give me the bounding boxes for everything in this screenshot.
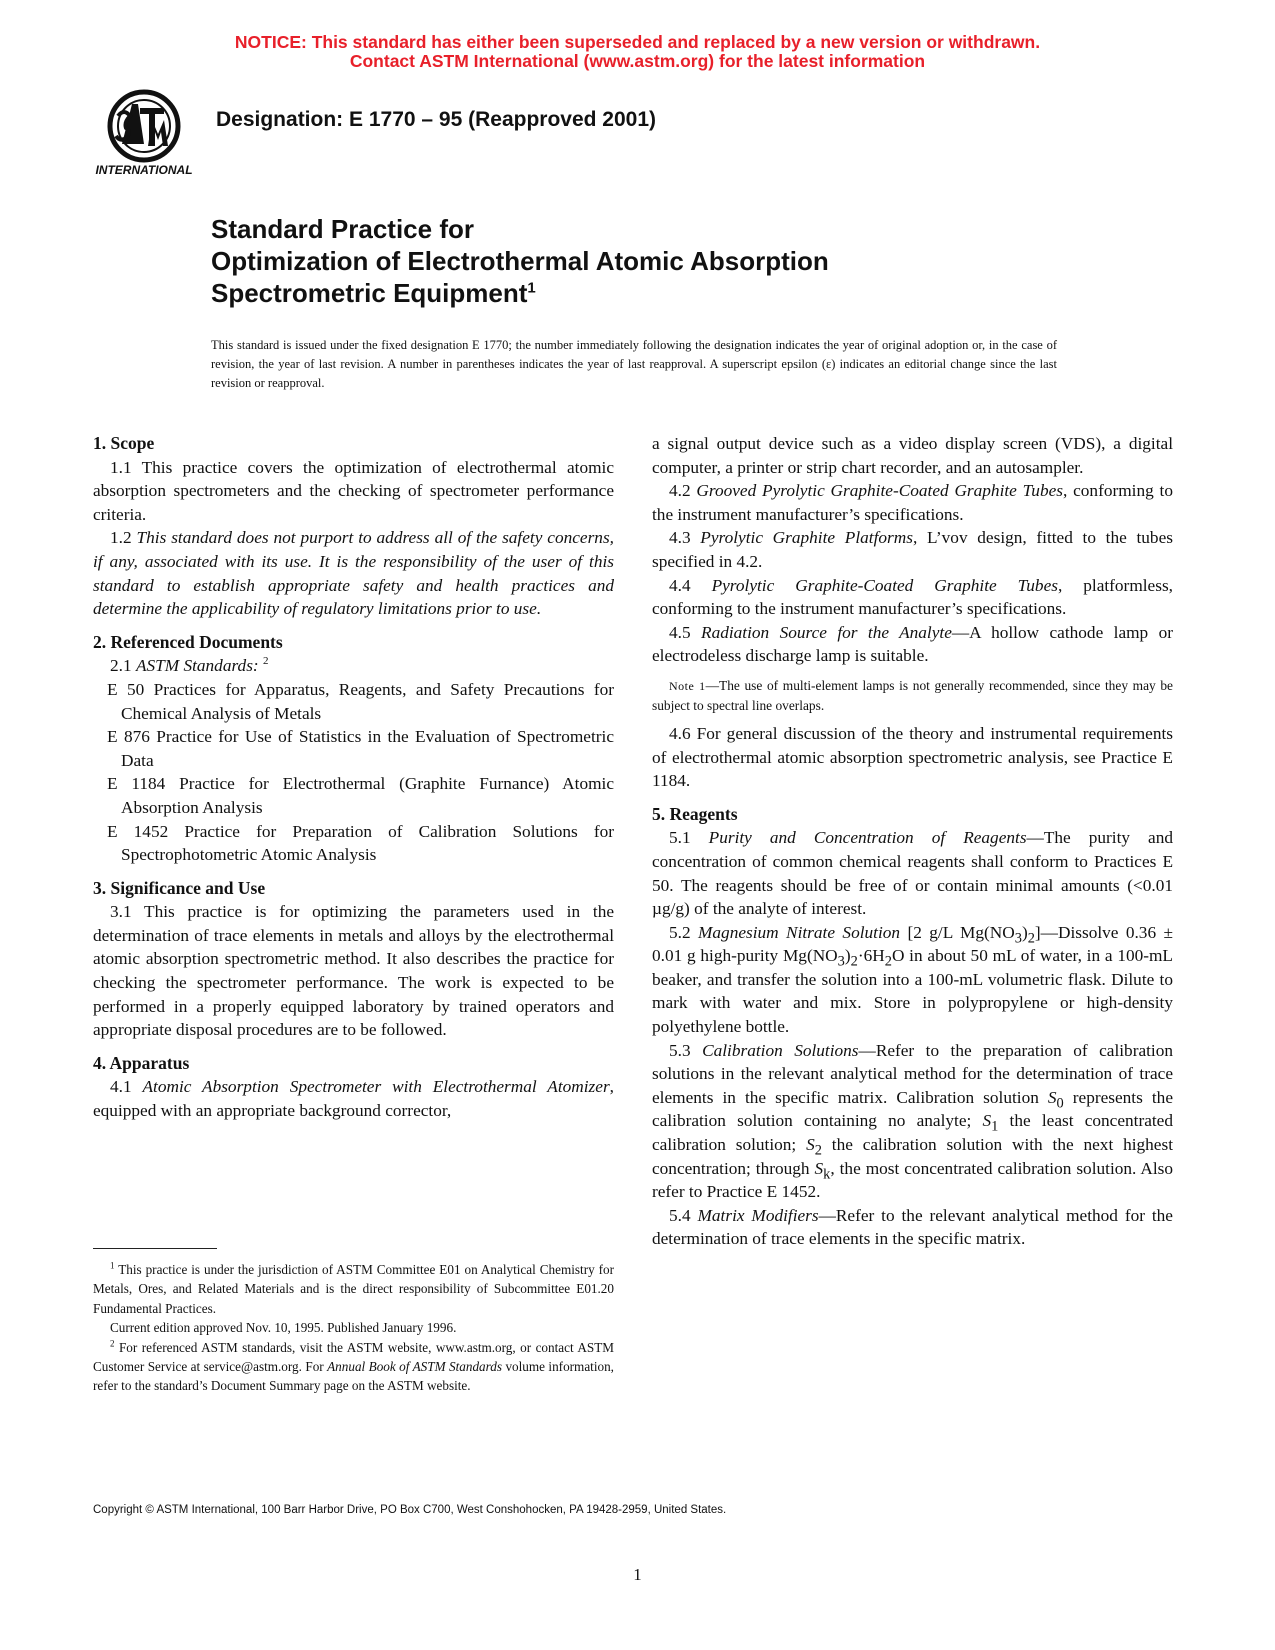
astm-international-logo bbox=[92, 86, 196, 182]
para-3-1: 3.1 This practice is for optimizing the parameters used in the determination of trace elements in metals and alloys by the electrothermal atomic absorption spectrometric method. It also describes the practice for checking the spectrometer performance. The work is expected to be performed in a properly equipped laboratory by trained operators and appropriate disposal procedures are to be followed. bbox=[93, 902, 614, 1040]
para-4-1-continued: a signal output device such as a video display screen (VDS), a digital computer, a printer or strip chart recorder, and an autosampler. bbox=[652, 434, 1173, 477]
section-heading-significance: 3. Significance and Use bbox=[93, 877, 266, 898]
para-5-4: 5.4 Matrix Modifiers—Refer to the relevant analytical method for the determination of trace elements in the specific matrix. bbox=[652, 1205, 1173, 1249]
notice-line-1: NOTICE: This standard has either been superseded and replaced by a new version or withdrawn. bbox=[234, 32, 1041, 52]
para-2-1: 2.1 ASTM Standards: $^2$ bbox=[110, 655, 269, 676]
document-title bbox=[211, 213, 829, 309]
footnote-1-approval: Current edition approved Nov. 10, 1995. Published January 1996. bbox=[110, 1320, 457, 1336]
para-1-2: 1.2 This standard does not purport to address all of the safety concerns, if any, associated with its use. It is the responsibility of the user of this standard to establish appropriate safety and health practices and determine the applicability of regulatory limitations prior to use. bbox=[93, 528, 614, 619]
para-5-2: 5.2 Magnesium Nitrate Solution [2 g/L $Mg(NO_3)_2]—Dissolve$ 0.36 ± 0.01 g high-purity $Mg(NO_3)_2\cdot 6H_2O$ in about 50 mL of water, in a 100-mL beaker, and transfer the solution into a 100-mL volumetric flask. Dilute to mark with water and mix. Store in polypropylene or high-density polyethylene bottle. bbox=[652, 922, 1173, 1037]
section-heading-scope: 1. Scope bbox=[93, 433, 155, 453]
title-line-3: Spectrometric Equipment bbox=[211, 278, 528, 308]
notice-line-2: Contact ASTM International (www.astm.org) for the latest information bbox=[349, 51, 926, 71]
footnote-divider bbox=[93, 1248, 217, 1249]
title-line-2: Optimization of Electrothermal Atomic Absorption bbox=[211, 246, 829, 276]
section-heading-reagents: 5. Reagents bbox=[652, 803, 738, 824]
footnotes bbox=[93, 1260, 614, 1396]
reference-item: E 876 Practice for Use of Statistics in the Evaluation of Spectrometric Data bbox=[107, 727, 614, 770]
reference-item: E 1452 Practice for Preparation of Calibration Solutions for Spectrophotometric Atomic Analysis bbox=[107, 821, 614, 865]
reference-item: E 50 Practices for Apparatus, Reagents, and Safety Precautions for Chemical Analysis of Metals bbox=[107, 679, 614, 723]
footnote-1: $^1$ This practice is under the jurisdiction of ASTM Committee E01 on Analytical Chemistry for Metals, Ores, and Related Materials and is the direct responsibility of Subcommittee E01.20 Fundamental Practices. bbox=[93, 1260, 614, 1316]
para-4-1: 4.1 Atomic Absorption Spectrometer with Electrothermal Atomizer, equipped with an appropriate background corrector, bbox=[93, 1077, 614, 1121]
reference-item: E 1184 Practice for Electrothermal (Graphite Furnance) Atomic Absorption Analysis bbox=[107, 774, 614, 817]
copyright: Copyright © ASTM International, 100 Barr Harbor Drive, PO Box C700, West Conshohocken, PA 19428-2959, United States. bbox=[93, 1504, 727, 1516]
para-4-6: 4.6 For general discussion of the theory and instrumental requirements of electrothermal atomic absorption spectrometric analysis, see Practice E 1184. bbox=[652, 723, 1173, 791]
para-4-5: 4.5 Radiation Source for the Analyte—A hollow cathode lamp or electrodeless discharge lamp is suitable. bbox=[652, 622, 1173, 666]
title-line-1: Standard Practice for bbox=[211, 214, 474, 244]
footnote-2: $^2$ For referenced ASTM standards, visit the ASTM website, www.astm.org, or contact ASTM Customer Service at service@astm.org. For Annual Book of ASTM Standards volume information, refer to the standard’s Document Summary page on the ASTM website. bbox=[93, 1338, 614, 1394]
issued-note: This standard is issued under the fixed designation E 1770; the number immediately following the designation indicates the year of original adoption or, in the case of revision, the year of last revision. A number in parentheses indicates the year of last reapproval. A superscript epsilon (ε) indicates an editorial change since the last revision or reapproval. bbox=[211, 338, 1057, 390]
para-4-3: 4.3 Pyrolytic Graphite Platforms, L’vov design, fitted to the tubes specified in 4.2. bbox=[652, 528, 1173, 571]
left-column bbox=[93, 432, 614, 1123]
section-heading-referenced-documents: 2. Referenced Documents bbox=[93, 631, 283, 652]
logo-text: INTERNATIONAL bbox=[95, 163, 193, 177]
note-1: Note 1—The use of multi-element lamps is not generally recommended, since they may be subject to spectral line overlaps. bbox=[652, 677, 1173, 713]
para-4-4: 4.4 Pyrolytic Graphite-Coated Graphite Tubes, platformless, conforming to the instrument manufacturer’s specifications. bbox=[652, 575, 1173, 619]
para-4-2: 4.2 Grooved Pyrolytic Graphite-Coated Graphite Tubes, conforming to the instrument manufacturer’s specifications. bbox=[652, 481, 1173, 524]
page-number: 1 bbox=[633, 1565, 642, 1584]
para-5-1: 5.1 Purity and Concentration of Reagents—The purity and concentration of common chemical reagents shall conform to Practices E 50. The reagents should be free of or contain minimal amounts (<0.01 µg/g) of the analyte of interest. bbox=[652, 828, 1173, 919]
para-1-1: 1.1 This practice covers the optimization of electrothermal atomic absorption spectrometers and the checking of spectrometer performance criteria. bbox=[93, 457, 614, 524]
designation: Designation: E 1770 – 95 (Reapproved 2001) bbox=[216, 108, 657, 131]
notice-banner bbox=[0, 33, 1275, 71]
para-5-3: 5.3 Calibration Solutions—Refer to the preparation of calibration solutions in the relevant analytical method for the determination of trace elements in the specific matrix. Calibration solution $S_0$ represents the calibration solution containing no analyte; $S_1$ the least concentrated calibration solution; $S_2$ the calibration solution with the next highest concentration; through $S_k$, the most concentrated calibration solution. Also refer to Practice E 1452. bbox=[652, 1040, 1174, 1202]
right-column bbox=[652, 432, 1173, 1251]
section-heading-apparatus: 4. Apparatus bbox=[93, 1052, 190, 1073]
title-footnote-mark: 1 bbox=[527, 279, 536, 297]
